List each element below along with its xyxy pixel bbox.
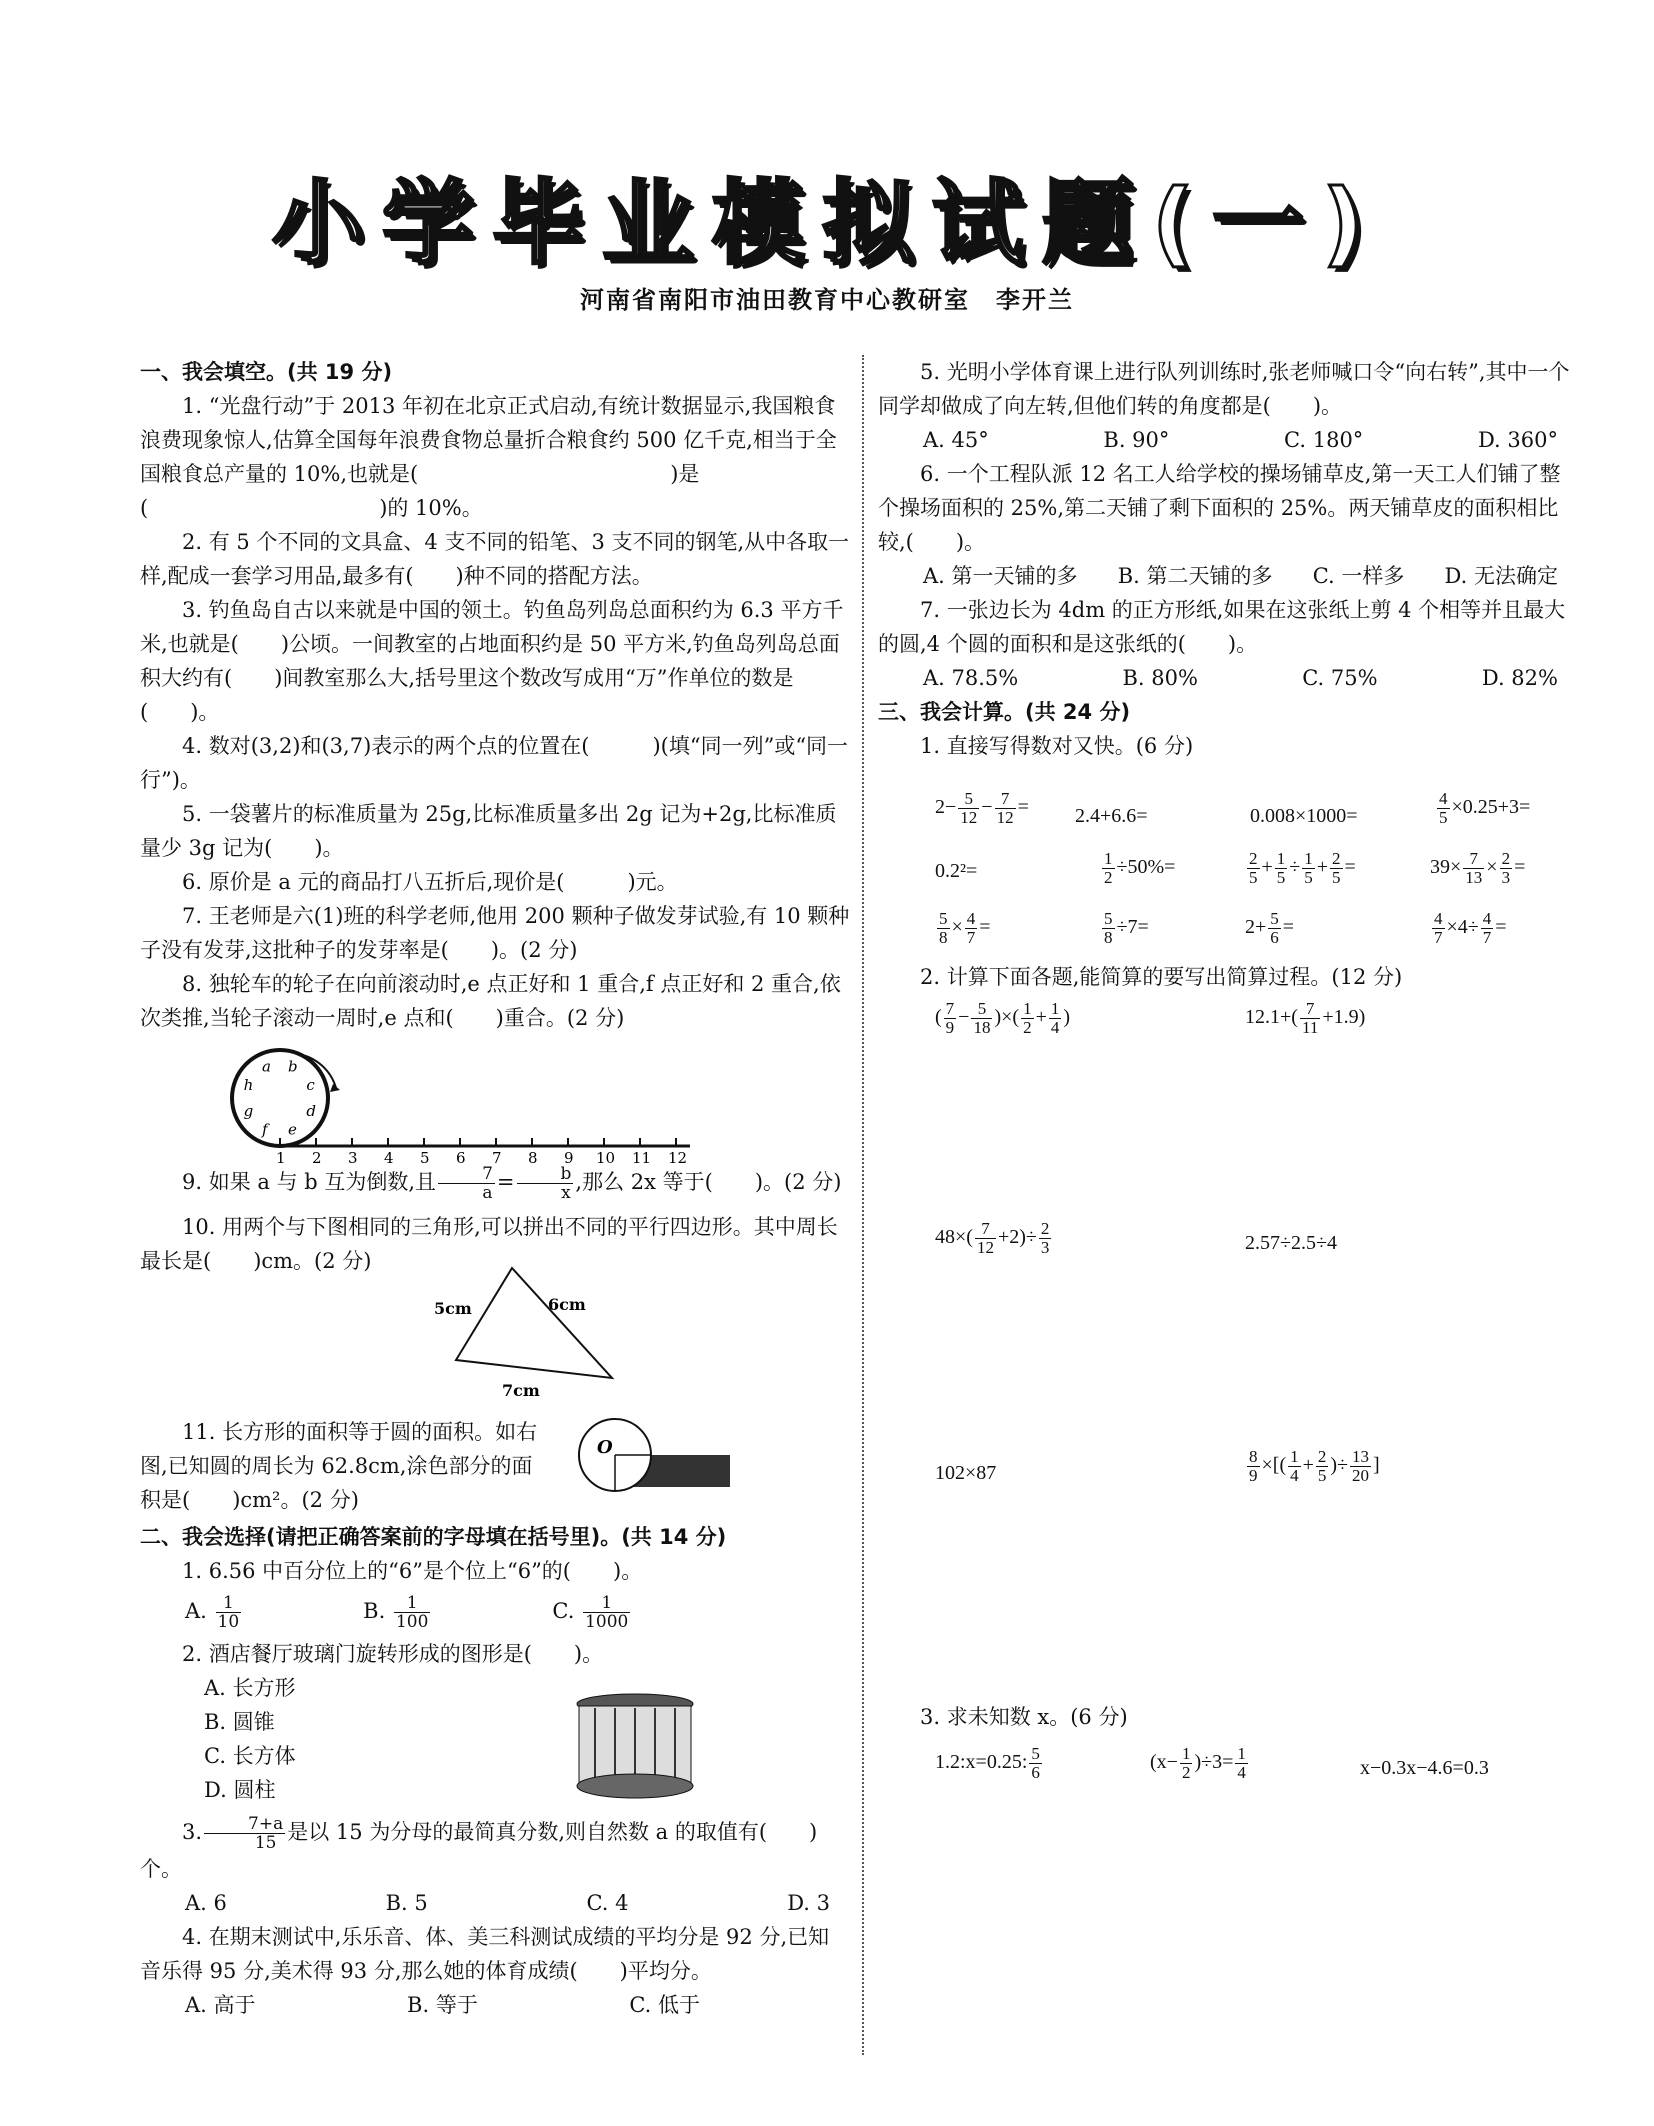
author-line: 河南省南阳市油田教育中心教研室 李开兰 bbox=[580, 285, 1074, 314]
choice-2-5-options bbox=[878, 423, 1578, 457]
revolving-door-image bbox=[570, 1690, 700, 1805]
tri-label-right: 6cm bbox=[548, 1295, 586, 1314]
c3-option-c: C. 4 bbox=[586, 1891, 629, 1915]
question-1-1: 1. “光盘行动”于 2013 年初在北京正式启动,有统计数据显示,我国粮食浪费现象惊人,估算全国每年浪费食物总量折合粮食约 500 亿千克,相当于全国粮食总产量的 10%,也就是( )是 bbox=[140, 394, 837, 486]
c4-option-b: B. 等于 bbox=[407, 1993, 478, 2017]
c7-option-d: D. 82% bbox=[1481, 666, 1558, 690]
calc-1-9: $\frac{5}{8}$ × $\frac{4}{7}$ = bbox=[939, 909, 991, 947]
c3-frac-num: 7+a bbox=[204, 1815, 285, 1834]
c6-option-b: B. 第二天铺的多 bbox=[1117, 564, 1273, 588]
right-column bbox=[878, 355, 1578, 763]
c2-option-c: C. 长方体 bbox=[204, 1744, 296, 1768]
question-1-4: 4. 数对(3,2)和(3,7)表示的两个点的位置在( )(填“同一列”或“同一行”)。 bbox=[140, 734, 849, 792]
c3-num: 3. bbox=[182, 1820, 203, 1844]
calc-1-10: $\frac{5}{8}$ ÷7= bbox=[1104, 909, 1149, 947]
calc-3-3: x−0.3x−4.6=0.3 bbox=[1360, 1757, 1489, 1779]
calc-1-6: $\frac{1}{2}$ ÷50%= bbox=[1104, 849, 1176, 887]
tri-label-left: 5cm bbox=[434, 1299, 472, 1318]
ruler-label: 3 bbox=[348, 1149, 358, 1165]
ruler-label: 11 bbox=[632, 1149, 652, 1165]
c2-option-b: B. 圆锥 bbox=[204, 1710, 275, 1734]
question-1-5: 5. 一袋薯片的标准质量为 25g,比标准质量多出 2g 记为+2g,比标准质量少 3g 记为( )。 bbox=[140, 802, 837, 860]
choice-2-6: 6. 一个工程队派 12 名工人给学校的操场铺草皮,第一天工人们铺了整个操场面积的 25%,第二天铺了剩下面积的 25%。两天铺草皮的面积相比较,( )。 bbox=[878, 462, 1561, 554]
column-divider bbox=[862, 355, 864, 2055]
c3-text: 是以 15 为分母的最简真分数,则自然数 a 的取值有( )个。 bbox=[140, 1820, 818, 1881]
ruler-ticks bbox=[276, 1138, 687, 1165]
c6-option-a: A. 第一天铺的多 bbox=[923, 564, 1078, 588]
choice-2-7: 7. 一张边长为 4dm 的正方形纸,如果在这张纸上剪 4 个相等并且最大的圆,4 个圆的面积和是这张纸的( )。 bbox=[878, 598, 1566, 656]
section-1-heading: 一、我会填空。(共 19 分) bbox=[140, 360, 393, 384]
circle-center-label: O bbox=[597, 1437, 613, 1458]
wheel-letter-b: b bbox=[288, 1057, 298, 1076]
calc-2-2-a: 12.1+( bbox=[1245, 1006, 1298, 1029]
triangle-shape bbox=[456, 1268, 612, 1378]
wheel-letters bbox=[244, 1058, 316, 1139]
calc-2-6: $\frac{8}{9}$ ×[( $\frac{1}{4}$ + $\frac{2}{5}$ )÷ $\frac{13}{20}$ ] bbox=[1249, 1447, 1380, 1485]
calc-3-2: (x− $\frac{1}{2}$ )÷3= $\frac{1}{4}$ bbox=[1150, 1744, 1246, 1782]
question-1-1-tail: ( )的 10%。 bbox=[140, 496, 483, 520]
ruler-label: 4 bbox=[384, 1149, 394, 1165]
rotation-arrow bbox=[298, 1054, 336, 1088]
calc-2-5: 102×87 bbox=[935, 1462, 997, 1484]
choice-2-1-options bbox=[140, 1588, 850, 1631]
ruler-label: 1 bbox=[276, 1149, 286, 1165]
c7-option-a: A. 78.5% bbox=[923, 666, 1019, 690]
c7-option-b: B. 80% bbox=[1122, 666, 1198, 690]
wheel-letter-h: h bbox=[243, 1076, 254, 1094]
q9-frac-1 bbox=[438, 1165, 495, 1202]
ruler-label: 5 bbox=[420, 1149, 430, 1165]
calc-1-8: 39× $\frac{7}{13}$ × $\frac{2}{3}$ = bbox=[1430, 849, 1526, 887]
c7-option-c: C. 75% bbox=[1302, 666, 1378, 690]
calc-1-12: $\frac{4}{7}$ ×4÷ $\frac{4}{7}$ = bbox=[1434, 909, 1507, 947]
ruler-label: 6 bbox=[456, 1149, 466, 1165]
q9-frac2-den: x bbox=[561, 1183, 571, 1203]
calc-1-3: 0.008×1000= bbox=[1250, 805, 1358, 827]
c2-option-d: D. 圆柱 bbox=[204, 1778, 276, 1802]
c3-option-d: D. 3 bbox=[787, 1891, 830, 1915]
c5-option-b: B. 90° bbox=[1103, 428, 1170, 452]
choice-2-3-options bbox=[140, 1886, 850, 1920]
question-1-7: 7. 王老师是六(1)班的科学老师,他用 200 颗种子做发芽试验,有 10 颗种子没有发芽,这批种子的发芽率是( )。(2 分) bbox=[140, 904, 850, 962]
question-1-9: 9. 如果 a 与 b 互为倒数,且 $\frac{7}{a}$ = $\frac{b}{x}$ ,那么 2x 等于( )。(2 分) bbox=[182, 1164, 842, 1203]
ruler-label: 9 bbox=[564, 1149, 574, 1165]
page-title: 小学毕业模拟试题(一) bbox=[271, 170, 1383, 277]
calc-1-11: 2+ $\frac{5}{6}$ = bbox=[1245, 909, 1295, 947]
c3-frac bbox=[204, 1815, 285, 1852]
calc-1-6-op: ÷50%= bbox=[1116, 856, 1176, 879]
choice-2-3 bbox=[140, 1815, 850, 1886]
q9-frac-2 bbox=[517, 1165, 574, 1202]
calc-1-5: 0.2²= bbox=[935, 860, 978, 882]
q9-text-b: ,那么 2x 等于( )。(2 分) bbox=[575, 1170, 842, 1194]
section-2-heading: 二、我会选择(请把正确答案前的字母填在括号里)。(共 14 分) bbox=[140, 1525, 727, 1549]
question-1-2: 2. 有 5 个不同的文具盒、4 支不同的铅笔、3 支不同的钢笔,从中各取一样,配成一套学习用品,最多有( )种不同的搭配方法。 bbox=[140, 530, 850, 588]
calc-3-1-heading: 1. 直接写得数对又快。(6 分) bbox=[920, 734, 1194, 758]
door-base bbox=[577, 1774, 693, 1798]
ruler-label: 7 bbox=[492, 1149, 502, 1165]
question-1-3: 3. 钓鱼岛自古以来就是中国的领土。钓鱼岛列岛总面积约为 6.3 平方千米,也就是( )公顷。一间教室的占地面积约是 50 平方米,钓鱼岛列岛总面积大约有( )间教室那么大,括号里这个数改写成用“万”作单位的数是( )。 bbox=[140, 598, 844, 724]
choice-2-4-options bbox=[140, 1988, 850, 2022]
c3-option-b: B. 5 bbox=[385, 1891, 428, 1915]
q9-frac1-num: 7 bbox=[438, 1165, 495, 1184]
wheel-letter-g: g bbox=[243, 1102, 254, 1120]
question-1-6: 6. 原价是 a 元的商品打八五折后,现价是( )元。 bbox=[182, 870, 678, 894]
calc-3-1: 1.2:x=0.25: $\frac{5}{6}$ bbox=[935, 1744, 1040, 1782]
question-1-11-text: 11. 长方形的面积等于圆的面积。如右图,已知圆的周长为 62.8cm,涂色部分的面积是( )cm²。(2 分) bbox=[140, 1420, 538, 1512]
calc-1-4: $\frac{4}{5}$ ×0.25+3= bbox=[1439, 789, 1531, 827]
q9-frac1-den: a bbox=[482, 1183, 493, 1203]
calc-1-10-op: ÷7= bbox=[1116, 916, 1149, 939]
choice-2-6-options bbox=[878, 559, 1578, 593]
c4-option-a: A. 高于 bbox=[185, 1993, 256, 2017]
ruler-label: 12 bbox=[668, 1149, 688, 1165]
question-1-10: 10. 用两个与下图相同的三角形,可以拼出不同的平行四边形。其中周长最长是( )cm。(2 分) bbox=[140, 1215, 838, 1273]
choice-2-1: 1. 6.56 中百分位上的“6”是个位上“6”的( )。 bbox=[182, 1559, 643, 1583]
q9-text-a: 9. 如果 a 与 b 互为倒数,且 bbox=[182, 1170, 437, 1194]
calc-1-12-op: ×4÷ bbox=[1446, 916, 1479, 939]
c3-option-a: A. 6 bbox=[185, 1891, 227, 1915]
question-1-11 bbox=[140, 1415, 550, 1517]
q9-frac2-num: b bbox=[517, 1165, 574, 1184]
c5-option-a: A. 45° bbox=[923, 428, 989, 452]
wheel-letter-a: a bbox=[262, 1057, 271, 1076]
wheel-letter-c: c bbox=[306, 1076, 315, 1094]
c6-option-c: C. 一样多 bbox=[1312, 564, 1405, 588]
section-2 bbox=[140, 1520, 850, 2022]
calc-2-1: ( $\frac{7}{9}$ − $\frac{5}{18}$ )×( $\frac{1}{2}$ + $\frac{1}{4}$ ) bbox=[935, 999, 1071, 1037]
tri-label-bottom: 7cm bbox=[502, 1381, 540, 1400]
wheel-letter-f: f bbox=[262, 1120, 268, 1139]
ruler-label: 10 bbox=[596, 1149, 616, 1165]
question-1-8: 8. 独轮车的轮子在向前滚动时,e 点正好和 1 重合,f 点正好和 2 重合,依次类推,当轮子滚动一周时,e 点和( )重合。(2 分) bbox=[140, 972, 841, 1030]
triangle-figure bbox=[420, 1260, 630, 1400]
wheel-letter-e: e bbox=[288, 1120, 297, 1139]
choice-2-7-options bbox=[878, 661, 1578, 695]
c3-frac-den: 15 bbox=[254, 1833, 277, 1853]
choice-2-4: 4. 在期末测试中,乐乐音、体、美三科测试成绩的平均分是 92 分,已知音乐得 95 分,美术得 93 分,那么她的体育成绩( )平均分。 bbox=[140, 1925, 830, 1983]
choice-2-2: 2. 酒店餐厅玻璃门旋转形成的图形是( )。 bbox=[182, 1642, 604, 1666]
calc-2-3-a: 48×( bbox=[935, 1226, 973, 1249]
c1-option-b: B. $\frac{1}{100}$ bbox=[363, 1593, 429, 1632]
calc-3-2-heading: 2. 计算下面各题,能简算的要写出简算过程。(12 分) bbox=[920, 965, 1403, 989]
ruler-label: 2 bbox=[312, 1149, 322, 1165]
wheel-ruler-figure bbox=[220, 1040, 700, 1165]
section-3-heading: 三、我会计算。(共 24 分) bbox=[878, 700, 1131, 724]
wheel-letter-d: d bbox=[306, 1102, 317, 1120]
c6-option-d: D. 无法确定 bbox=[1444, 564, 1558, 588]
choice-2-5: 5. 光明小学体育课上进行队列训练时,张老师喊口令“向右转”,其中一个同学却做成了向左转,但他们转的角度都是( )。 bbox=[878, 360, 1570, 418]
calc-2-4: 2.57÷2.5÷4 bbox=[1245, 1232, 1337, 1254]
c1-option-a: A. $\frac{1}{10}$ bbox=[185, 1593, 240, 1632]
c2-option-a: A. 长方形 bbox=[204, 1676, 296, 1700]
calc-3-1-a: 1.2:x=0.25: bbox=[935, 1751, 1028, 1774]
calc-2-2-b: +1.9) bbox=[1322, 1006, 1366, 1029]
calc-2-3: 48×( $\frac{7}{12}$ +2)÷ $\frac{2}{3}$ bbox=[935, 1219, 1050, 1257]
calc-1-1: 2− $\frac{5}{12}$ − $\frac{7}{12}$ = bbox=[935, 789, 1029, 827]
calc-2-2: 12.1+( $\frac{7}{11}$ +1.9) bbox=[1245, 999, 1366, 1037]
choice-2-2-options bbox=[140, 1671, 850, 1807]
circle-rect-figure bbox=[575, 1415, 735, 1505]
left-column bbox=[140, 355, 850, 1035]
calc-1-8-op: 39× bbox=[1430, 856, 1462, 879]
c4-option-c: C. 低于 bbox=[629, 1993, 700, 2017]
calc-1-11-op: 2+ bbox=[1245, 916, 1267, 939]
calc-1-7: $\frac{2}{5}$ + $\frac{1}{5}$ ÷ $\frac{1}{5}$ + $\frac{2}{5}$ = bbox=[1249, 849, 1356, 887]
c5-option-d: D. 360° bbox=[1477, 428, 1558, 452]
ruler-label: 8 bbox=[528, 1149, 538, 1165]
c5-option-c: C. 180° bbox=[1284, 428, 1364, 452]
wheel-circle bbox=[232, 1050, 328, 1146]
calc-3-3-heading: 3. 求未知数 x。(6 分) bbox=[920, 1705, 1128, 1729]
c1-option-c: C. $\frac{1}{1000}$ bbox=[552, 1593, 629, 1632]
calc-1-2: 2.4+6.6= bbox=[1075, 805, 1148, 827]
